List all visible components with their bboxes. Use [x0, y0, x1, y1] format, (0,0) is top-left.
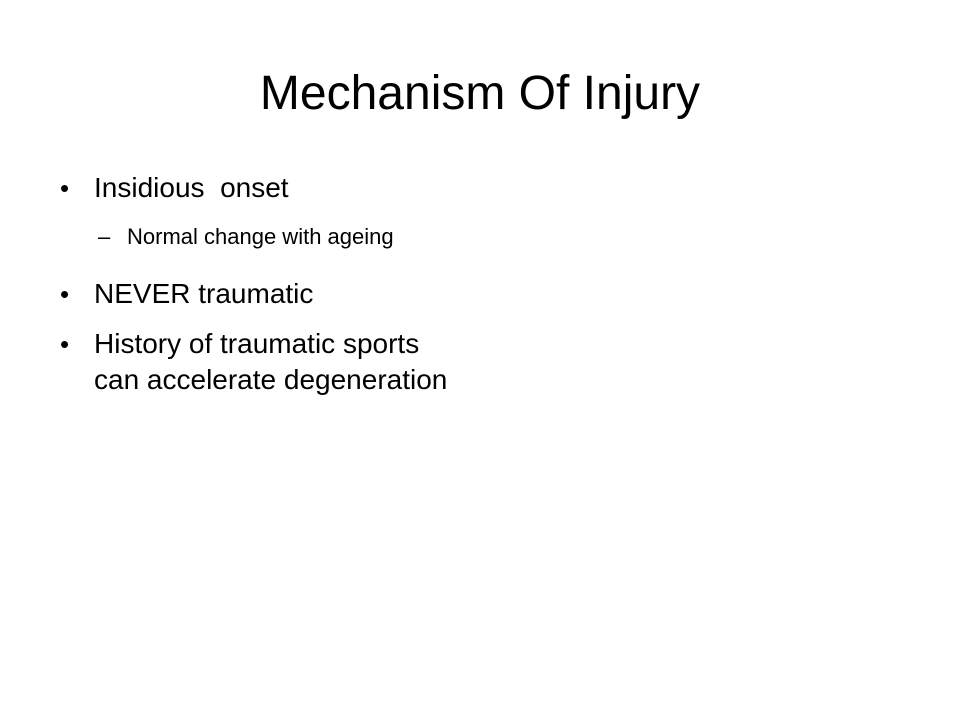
bullet-item-insidious-onset — [60, 170, 480, 206]
dash-icon: – — [98, 224, 111, 249]
bullet-text: NEVER traumatic — [94, 278, 314, 309]
sub-bullet-item-normal-change — [60, 220, 397, 254]
slide-title: Mechanism Of Injury — [259, 67, 701, 120]
bullet-icon: • — [60, 279, 70, 309]
bullet-list — [60, 170, 480, 412]
bullet-item-never-traumatic — [60, 276, 480, 312]
bullet-text: Insidious onset — [94, 172, 289, 203]
bullet-text: History of traumatic sports can accelerate degeneration — [94, 328, 448, 395]
sub-bullet-text: Normal change with ageing — [127, 224, 394, 249]
bullet-icon: • — [60, 329, 70, 359]
bullet-item-history-traumatic — [60, 326, 464, 398]
bullet-icon: • — [60, 173, 70, 203]
